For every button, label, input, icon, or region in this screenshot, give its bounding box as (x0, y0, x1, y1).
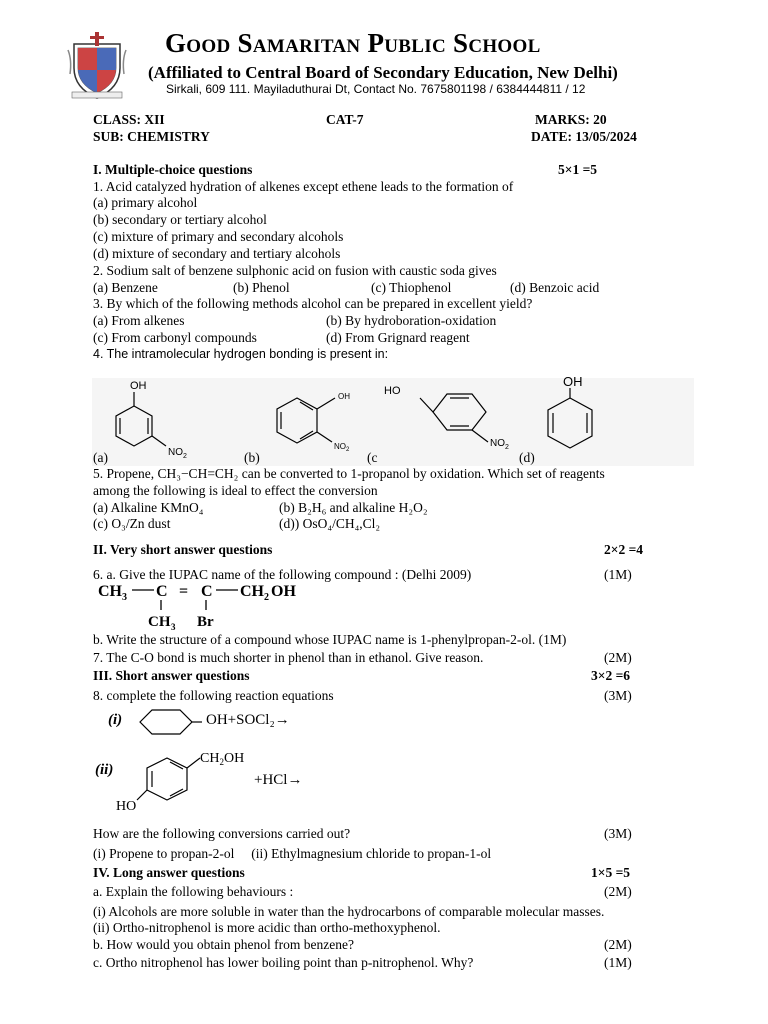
q1-option-c: (c) mixture of primary and secondary alcohols (93, 229, 344, 244)
section4-marks: 1×5 =5 (591, 865, 631, 880)
q2-text: 2. Sodium salt of benzene sulphonic acid on fusion with caustic soda gives (93, 263, 497, 278)
q4-option-d: (d) (519, 450, 535, 465)
svg-text:3: 3 (122, 592, 127, 603)
q3-option-c: (c) From carbonyl compounds (93, 330, 257, 345)
cat-label: CAT-7 (326, 112, 364, 127)
q3-option-b: (b) By hydroboration-oxidation (326, 313, 497, 328)
q1-option-a: (a) primary alcohol (93, 195, 198, 210)
q3-text: 3. By which of the following methods alcohol can be prepared in excellent yield? (93, 296, 533, 311)
q10a-marks: (2M) (604, 884, 632, 899)
school-name: Good Samaritan Public School (165, 28, 541, 58)
q3-option-d: (d) From Grignard reagent (326, 330, 470, 345)
q4-option-c: (c (367, 450, 378, 465)
svg-text:2: 2 (264, 592, 269, 603)
ring-a (116, 406, 152, 446)
affiliation: (Affiliated to Central Board of Secondary Education, New Delhi) (148, 63, 618, 82)
q7-text: 7. The C-O bond is much shorter in phenol than in ethanol. Give reason. (93, 650, 484, 665)
section1-title: I. Multiple-choice questions (93, 162, 253, 177)
svg-text:=: = (179, 583, 189, 600)
q8ii-reagent: +HCl→ (254, 772, 303, 788)
q5-option-c: (c) O₃/Zn dust (93, 516, 171, 531)
q2-option-d: (d) Benzoic acid (510, 280, 600, 295)
q2-option-b: (b) Phenol (233, 280, 290, 295)
date-label: DATE: 13/05/2024 (531, 129, 637, 144)
section1-marks: 5×1 =5 (558, 162, 598, 177)
q5-option-d: (d)) OsO₄/CH₄,Cl₂ (279, 516, 381, 531)
section4-title: IV. Long answer questions (93, 865, 245, 880)
q1-option-b: (b) secondary or tertiary alcohol (93, 212, 267, 227)
q5-text-line2: among the following is ideal to effect the conversion (93, 483, 378, 498)
svg-text:HO: HO (384, 385, 401, 397)
ring-c (433, 394, 486, 430)
q10a-text: a. Explain the following behaviours : (93, 884, 294, 899)
q4-option-a: (a) (93, 450, 108, 465)
q6-structure (96, 580, 296, 630)
svg-text:3: 3 (171, 622, 176, 630)
marks-label: MARKS: 20 (535, 112, 607, 127)
svg-text:Br: Br (197, 614, 214, 630)
q8ii-structure (112, 748, 262, 814)
svg-text:C: C (156, 583, 168, 600)
q6a-marks: (1M) (604, 567, 632, 582)
ring-d (548, 398, 592, 448)
q10b-marks: (2M) (604, 937, 632, 952)
q8ii-label: (ii) (95, 762, 114, 778)
q8i-reagent: OH+SOCl₂→ (206, 712, 290, 728)
q9-text: How are the following conversions carried out? (93, 826, 351, 841)
school-logo (66, 30, 128, 100)
svg-text:HO: HO (116, 799, 137, 814)
q6b-text: b. Write the structure of a compound whose IUPAC name is 1-phenylpropan-2-ol. (1M) (93, 632, 567, 647)
q9-marks: (3M) (604, 826, 632, 841)
svg-text:OH: OH (130, 380, 147, 392)
ring-b (277, 398, 317, 443)
svg-text:CH: CH (98, 583, 122, 600)
q8i-label: (i) (108, 712, 123, 728)
q1-text: 1. Acid catalyzed hydration of alkenes except ethene leads to the formation of (93, 179, 514, 194)
address: Sirkali, 609 111. Mayiladuthurai Dt, Contact No. 7675801198 / 6384444811 / 12 (166, 82, 586, 96)
q5-option-a: (a) Alkaline KMnO₄ (93, 500, 204, 515)
q10a-ii-text: (ii) Ortho-nitrophenol is more acidic than ortho-methoxyphenol. (93, 920, 441, 935)
section3-title: III. Short answer questions (93, 668, 250, 683)
q5-text-line1: 5. Propene, CH₃−CH=CH₂ can be converted to 1-propanol by oxidation. Which set of reagents (93, 466, 605, 481)
class-label: CLASS: XII (93, 112, 165, 127)
q10c-marks: (1M) (604, 955, 632, 970)
section3-marks: 3×2 =6 (591, 668, 631, 683)
q5-option-b: (b) B₂H₆ and alkaline H₂O₂ (279, 500, 428, 515)
svg-text:NO2: $NO_2$ (490, 438, 509, 451)
svg-text:CH: CH (148, 614, 171, 630)
q10a-i-text: (i) Alcohols are more soluble in water than the hydrocarbons of comparable molecular masses. (93, 904, 605, 919)
q10b-text: b. How would you obtain phenol from benzene? (93, 937, 354, 952)
q3-option-a: (a) From alkenes (93, 313, 185, 328)
q2-option-a: (a) Benzene (93, 280, 158, 295)
q9-items: (i) Propene to propan-2-ol (ii) Ethylmagnesium chloride to propan-1-ol (93, 846, 492, 861)
q4-option-b: (b) (244, 450, 260, 465)
section2-title: II. Very short answer questions (93, 542, 273, 557)
svg-text:OH: OH (563, 376, 583, 389)
svg-text:OH: OH (338, 392, 350, 401)
q8-marks: (3M) (604, 688, 632, 703)
q1-option-d: (d) mixture of secondary and tertiary alcohols (93, 246, 341, 261)
svg-text:CH2OH: $CH_2OH$ (200, 751, 245, 767)
q4-structures (92, 376, 694, 468)
subject-label: SUB: CHEMISTRY (93, 129, 210, 144)
svg-text:CH: CH (240, 583, 264, 600)
q8-text: 8. complete the following reaction equations (93, 688, 334, 703)
svg-text:NO2: $NO_2$ (334, 442, 350, 453)
section2-marks: 2×2 =4 (604, 542, 644, 557)
svg-text:C: C (201, 583, 213, 600)
svg-text:NO2: $NO_2$ (168, 447, 187, 460)
cyclohexane-ring (130, 707, 202, 737)
q6a-text: 6. a. Give the IUPAC name of the following compound : (Delhi 2009) (93, 567, 472, 582)
q2-option-c: (c) Thiophenol (371, 280, 452, 295)
q7-marks: (2M) (604, 650, 632, 665)
svg-text:OH: OH (271, 583, 296, 600)
q10c-text: c. Ortho nitrophenol has lower boiling point than p-nitrophenol. Why? (93, 955, 474, 970)
q4-text: 4. The intramolecular hydrogen bonding is present in: (93, 347, 389, 361)
